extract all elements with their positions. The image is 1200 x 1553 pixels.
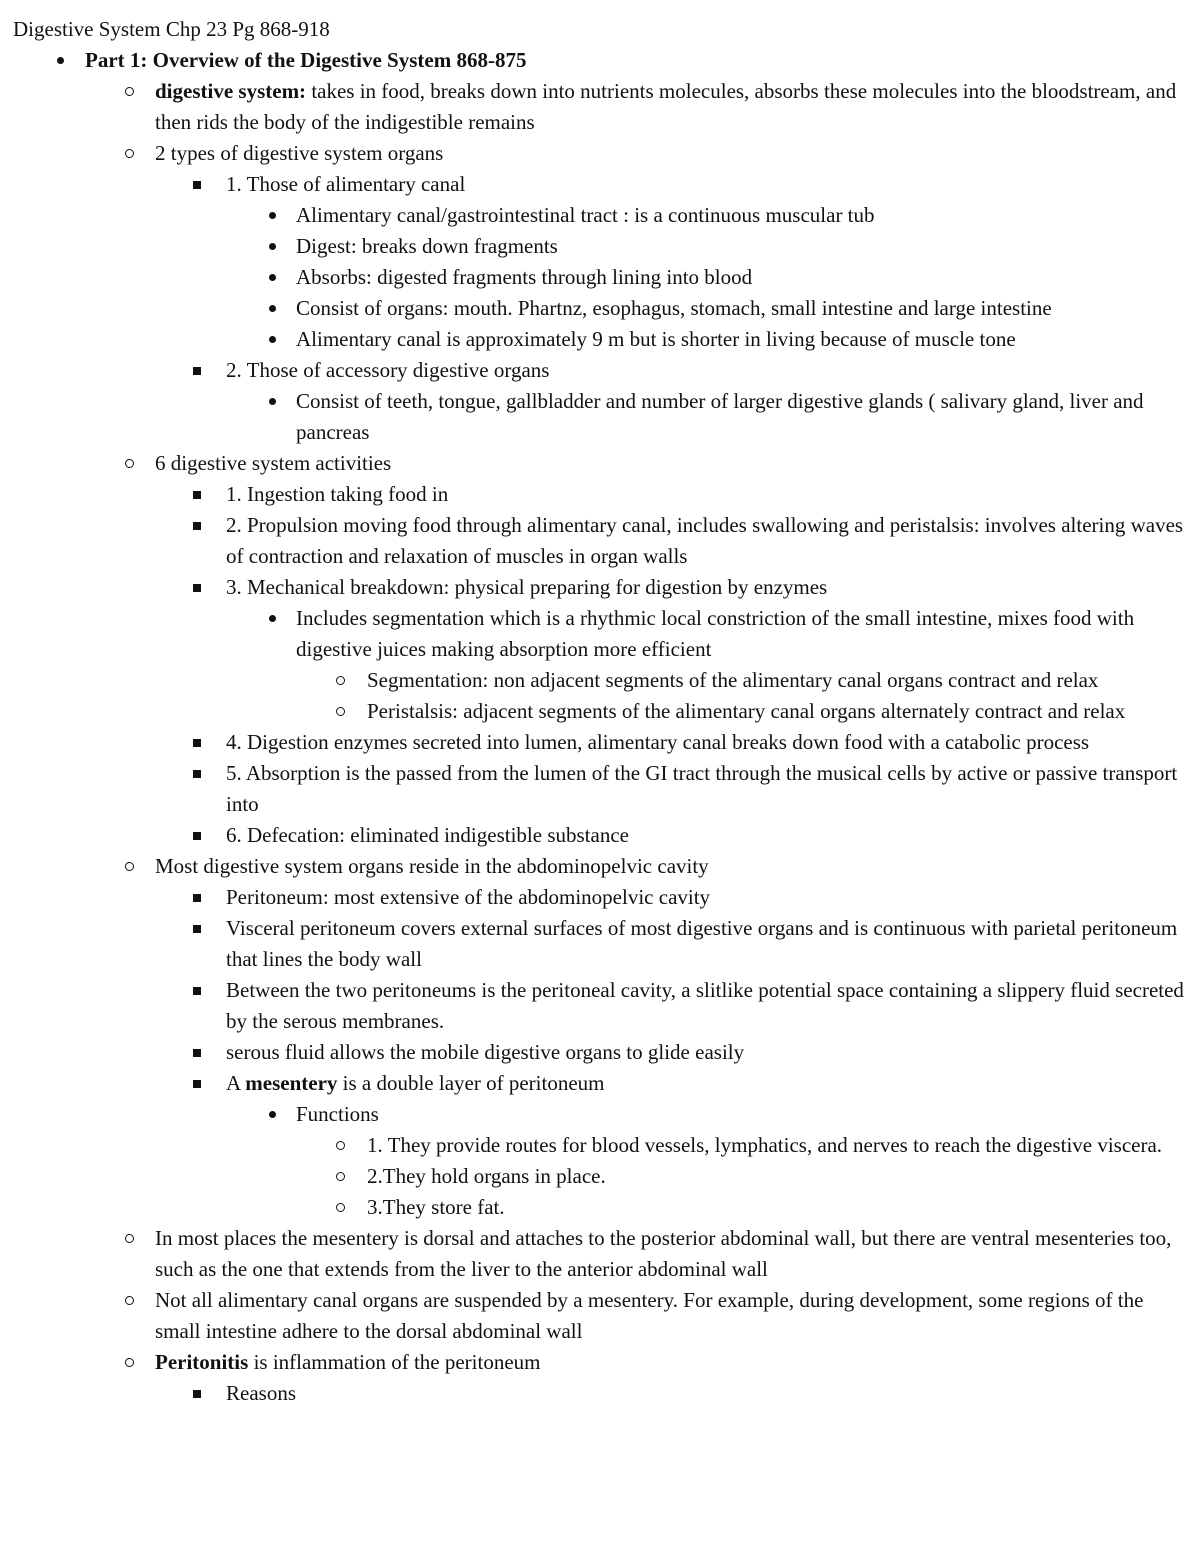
list-item bbox=[0, 293, 1200, 324]
list-item-text bbox=[226, 1068, 1188, 1099]
list-item-text bbox=[155, 1347, 1188, 1378]
list-item-text bbox=[226, 975, 1188, 1037]
list-item bbox=[0, 262, 1200, 293]
list-item-text bbox=[155, 448, 1188, 479]
list-item bbox=[0, 355, 1200, 386]
list-item-text bbox=[226, 882, 1188, 913]
list-item-text bbox=[226, 913, 1188, 975]
list-item bbox=[0, 1223, 1200, 1285]
list-item-text bbox=[155, 76, 1188, 138]
item-text: 1. Those of alimentary canal bbox=[226, 172, 466, 196]
item-text: 2. Those of accessory digestive organs bbox=[226, 358, 550, 382]
list-item-text bbox=[226, 820, 1188, 851]
list-item bbox=[0, 1130, 1200, 1161]
list-item-text bbox=[226, 1037, 1188, 1068]
list-item bbox=[0, 603, 1200, 665]
list-item bbox=[0, 200, 1200, 231]
list-item bbox=[0, 1285, 1200, 1347]
list-item-text bbox=[296, 262, 1188, 293]
item-text: Consist of organs: mouth. Phartnz, esophagus, stomach, small intestine and large intestine bbox=[296, 296, 1052, 320]
item-text: 6. Defecation: eliminated indigestible substance bbox=[226, 823, 629, 847]
item-text: takes in food, breaks down into nutrients molecules, absorbs these molecules into the bloodstream, and then rids the body of the indigestible remains bbox=[155, 79, 1177, 134]
item-text: 5. Absorption is the passed from the lumen of the GI tract through the musical cells by active or passive transport into bbox=[226, 761, 1178, 816]
list-item bbox=[0, 913, 1200, 975]
list-item-text bbox=[367, 665, 1188, 696]
list-item-text bbox=[155, 1223, 1188, 1285]
list-item bbox=[0, 448, 1200, 479]
list-item-text bbox=[226, 169, 1188, 200]
list-item bbox=[0, 1068, 1200, 1099]
item-text: is inflammation of the peritoneum bbox=[248, 1350, 541, 1374]
bold-term: digestive system: bbox=[155, 79, 307, 103]
outline-list bbox=[0, 45, 1200, 1409]
list-item-text bbox=[296, 1099, 1188, 1130]
item-text: 2 types of digestive system organs bbox=[155, 141, 444, 165]
list-item-text bbox=[85, 45, 1188, 76]
item-text: 6 digestive system activities bbox=[155, 451, 392, 475]
page-title: Digestive System Chp 23 Pg 868-918 bbox=[13, 17, 330, 41]
list-item bbox=[0, 975, 1200, 1037]
item-text: 1. They provide routes for blood vessels, lymphatics, and nerves to reach the digestive viscera. bbox=[367, 1133, 1163, 1157]
list-item bbox=[0, 1378, 1200, 1409]
item-text: Alimentary canal is approximately 9 m but is shorter in living because of muscle tone bbox=[296, 327, 1016, 351]
item-text: Between the two peritoneums is the peritoneal cavity, a slitlike potential space containing a slippery fluid secreted by the serous membranes. bbox=[226, 978, 1184, 1033]
list-item bbox=[0, 1192, 1200, 1223]
item-text: 2. Propulsion moving food through alimentary canal, includes swallowing and peristalsis: involves altering waves of contraction and relaxation of muscles in organ walls bbox=[226, 513, 1184, 568]
list-item bbox=[0, 138, 1200, 169]
list-item bbox=[0, 882, 1200, 913]
item-text: 3. Mechanical breakdown: physical preparing for digestion by enzymes bbox=[226, 575, 828, 599]
item-text: Segmentation: non adjacent segments of the alimentary canal organs contract and relax bbox=[367, 668, 1099, 692]
list-item-text bbox=[226, 355, 1188, 386]
list-item bbox=[0, 45, 1200, 76]
list-item-text bbox=[296, 386, 1188, 448]
item-text: Reasons bbox=[226, 1381, 296, 1405]
list-item-text bbox=[296, 200, 1188, 231]
list-item bbox=[0, 1347, 1200, 1378]
item-text: Visceral peritoneum covers external surfaces of most digestive organs and is continuous with parietal peritoneum that lines the body wall bbox=[226, 916, 1178, 971]
bold-term: mesentery bbox=[245, 1071, 338, 1095]
list-item bbox=[0, 479, 1200, 510]
list-item-text bbox=[226, 479, 1188, 510]
item-text: Functions bbox=[296, 1102, 379, 1126]
list-item bbox=[0, 76, 1200, 138]
item-text: Digest: breaks down fragments bbox=[296, 234, 558, 258]
list-item-text bbox=[296, 293, 1188, 324]
text-prefix: A bbox=[226, 1071, 246, 1095]
list-item-text bbox=[296, 231, 1188, 262]
bold-term: Peritonitis bbox=[155, 1350, 249, 1374]
list-item-text bbox=[296, 324, 1188, 355]
item-text: Absorbs: digested fragments through lining into blood bbox=[296, 265, 753, 289]
list-item bbox=[0, 324, 1200, 355]
list-item bbox=[0, 510, 1200, 572]
item-text: is a double layer of peritoneum bbox=[337, 1071, 605, 1095]
item-text: Alimentary canal/gastrointestinal tract : is a continuous muscular tub bbox=[296, 203, 875, 227]
list-item-text bbox=[226, 727, 1188, 758]
list-item bbox=[0, 231, 1200, 262]
list-item bbox=[0, 727, 1200, 758]
item-text: Consist of teeth, tongue, gallbladder and number of larger digestive glands ( salivary gland, liver and pancreas bbox=[296, 389, 1144, 444]
list-item-text bbox=[155, 138, 1188, 169]
list-item-text bbox=[367, 1161, 1188, 1192]
list-item bbox=[0, 696, 1200, 727]
document-page bbox=[0, 14, 1200, 1409]
list-item bbox=[0, 1099, 1200, 1130]
list-item-text bbox=[155, 851, 1188, 882]
item-text: 3.They store fat. bbox=[367, 1195, 505, 1219]
list-item bbox=[0, 1161, 1200, 1192]
list-item-text bbox=[296, 603, 1188, 665]
item-text: serous fluid allows the mobile digestive organs to glide easily bbox=[226, 1040, 745, 1064]
list-item bbox=[0, 169, 1200, 200]
list-item-text bbox=[155, 1285, 1188, 1347]
item-text: Most digestive system organs reside in the abdominopelvic cavity bbox=[155, 854, 709, 878]
list-item bbox=[0, 386, 1200, 448]
list-item-text bbox=[367, 1192, 1188, 1223]
item-text: In most places the mesentery is dorsal and attaches to the posterior abdominal wall, but there are ventral mesenteries too, such as the one that extends from the liver to the anterior abdominal wall bbox=[155, 1226, 1172, 1281]
item-text: Peristalsis: adjacent segments of the alimentary canal organs alternately contract and relax bbox=[367, 699, 1126, 723]
list-item-text bbox=[226, 1378, 1188, 1409]
item-text: Not all alimentary canal organs are suspended by a mesentery. For example, during development, some regions of the small intestine adhere to the dorsal abdominal wall bbox=[155, 1288, 1144, 1343]
bold-term: Part 1: Overview of the Digestive System 868-875 bbox=[85, 48, 527, 72]
item-text: Peritoneum: most extensive of the abdominopelvic cavity bbox=[226, 885, 711, 909]
list-item bbox=[0, 1037, 1200, 1068]
item-text: 2.They hold organs in place. bbox=[367, 1164, 606, 1188]
list-item bbox=[0, 851, 1200, 882]
list-item-text bbox=[367, 696, 1188, 727]
item-text: 1. Ingestion taking food in bbox=[226, 482, 449, 506]
list-item bbox=[0, 758, 1200, 820]
list-item-text bbox=[367, 1130, 1188, 1161]
list-item bbox=[0, 665, 1200, 696]
list-item bbox=[0, 820, 1200, 851]
list-item-text bbox=[226, 572, 1188, 603]
list-item-text bbox=[226, 758, 1188, 820]
item-text: Includes segmentation which is a rhythmic local constriction of the small intestine, mixes food with digestive juices making absorption more efficient bbox=[296, 606, 1135, 661]
list-item-text bbox=[226, 510, 1188, 572]
list-item bbox=[0, 572, 1200, 603]
item-text: 4. Digestion enzymes secreted into lumen, alimentary canal breaks down food with a catabolic process bbox=[226, 730, 1090, 754]
